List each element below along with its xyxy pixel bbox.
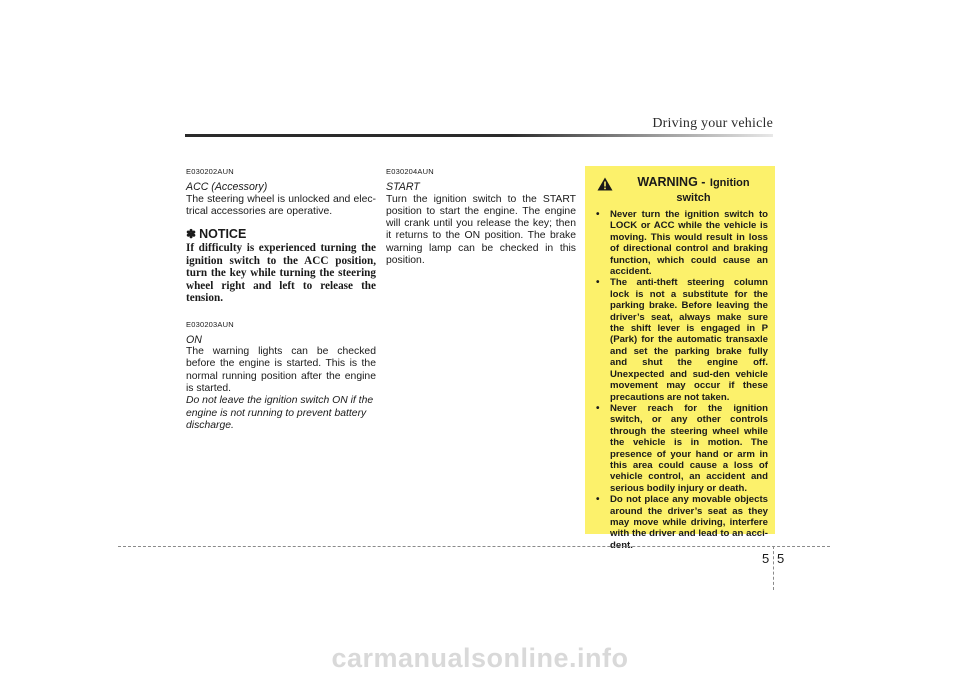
start-heading: START bbox=[386, 181, 420, 194]
section-code-acc: E030202AUN bbox=[186, 167, 234, 176]
warning-item: • The anti-theft steering column lock is not a substitute for the parking brake. Before leaving the driver’s seat, always make sure the shift lever is engaged in P (Park) for the automatic transaxle and set the parking brake fully and shut the engine off. Unexpected and sud-den vehicle movement may occur if these precautions are not taken. bbox=[593, 277, 768, 402]
warning-list bbox=[593, 209, 768, 551]
acc-text: The steering wheel is unlocked and elec-trical accessories are operative. bbox=[186, 193, 376, 217]
warning-label: WARNING - bbox=[637, 175, 706, 189]
warning-title bbox=[619, 175, 768, 205]
middle-column bbox=[386, 166, 576, 267]
footer-rule bbox=[118, 546, 830, 547]
warning-item: • Never turn the ignition switch to LOCK or ACC while the vehicle is moving. This would result in loss of directional control and braking function, which could cause an accident. bbox=[593, 209, 768, 277]
footer-divider bbox=[773, 546, 774, 590]
on-heading: ON bbox=[186, 333, 202, 346]
page-number: 5 bbox=[777, 551, 785, 566]
header-rule bbox=[185, 134, 773, 137]
on-text: The warning lights can be checked before the engine is started. This is the normal running position after the engine is started. bbox=[186, 346, 376, 394]
watermark: carmanualsonline.info bbox=[331, 643, 629, 673]
left-column bbox=[186, 166, 376, 432]
page-header-title: Driving your vehicle bbox=[652, 116, 773, 131]
warning-subject: Ignition switch bbox=[676, 177, 750, 204]
notice-text: If difficulty is experienced turning the ignition switch to the ACC position, turn the key while turning the steering wheel right and left to release the tension. bbox=[186, 242, 376, 305]
section-number: 5 bbox=[762, 551, 770, 566]
warning-box bbox=[585, 166, 775, 551]
notice-title: NOTICE bbox=[199, 227, 247, 242]
section-code-on: E030203AUN bbox=[186, 319, 234, 329]
warning-triangle-icon bbox=[597, 177, 613, 191]
notice-star-icon: ✽ bbox=[186, 227, 197, 242]
warning-item: • Do not place any movable objects around the driver’s seat as they may move while driving, interfere with the driver and lead to an acci-dent. bbox=[593, 494, 768, 551]
notice-heading bbox=[186, 228, 376, 240]
warning-header bbox=[593, 175, 768, 205]
warning-item: • Never reach for the ignition switch, or any other controls through the steering wheel while the vehicle is in motion. The presence of your hand or arm in this area could cause a loss of vehicle control, an accident and serious bodily injury or death. bbox=[593, 403, 768, 494]
start-text: Turn the ignition switch to the START position to start the engine. The engine will crank until you release the key; then it returns to the ON position. The brake warning lamp can be checked in this position. bbox=[386, 193, 576, 267]
section-code-start: E030204AUN bbox=[386, 167, 434, 176]
on-italic-text: Do not leave the ignition switch ON if the engine is not running to prevent battery discharge. bbox=[186, 395, 374, 431]
acc-heading: ACC (Accessory) bbox=[186, 181, 268, 194]
